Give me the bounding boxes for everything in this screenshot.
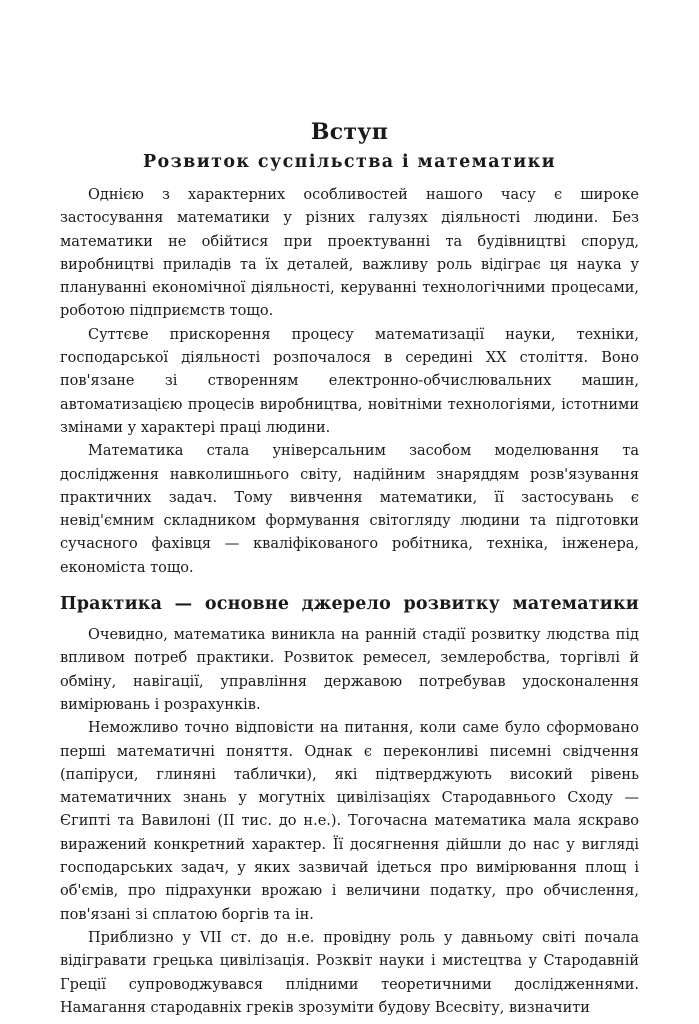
practice-paragraph-1: Очевидно, математика виникла на ранній стадії розвитку людства під впливом потреб практики. Розвиток ремесел, землеробства, торгівлі й обміну, навігації, управління державою потребував удосконалення вимірювань і розрахунків.	[60, 627, 639, 713]
practice-section	[60, 624, 639, 1020]
practice-paragraph-3: Приблизно у VII ст. до н.е. провідну роль у давньому світі почала відігравати грецька цивілізація. Розквіт науки і мистецтва у Стародавній Греції супроводжувався плідними теоретичними дослідженнями. Намагання стародавніх греків зрозуміти будову Всесвіту, визначити	[60, 929, 639, 1016]
chapter-subtitle: Розвиток суспільства і математики	[142, 152, 557, 172]
intro-paragraph-2: Суттєве прискорення процесу математизації науки, техніки, господарської діяльності розпочалося в середині XX століття. Воно пов'язане зі створенням електронно-обчислювальних машин, автоматизацією процесів виробництва, новітніми технологіями, істотними змінами у характері праці людини.	[60, 326, 639, 436]
intro-paragraph-1: Однією з характерних особливостей нашого часу є широке застосування математики у різних галузях діяльності людини. Без математики не обійтися при проектуванні та будівництві споруд, виробництві приладів та їх деталей, важливу роль відіграє ця наука у плануванні економічної діяльності, керуванні технологічними процесами, роботою підприємств тощо.	[60, 187, 639, 320]
practice-paragraph-2: Неможливо точно відповісти на питання, коли саме було сформовано перші математичні поняття. Однак є переконливі писемні свідчення (папіруси, глиняні таблички), які підтверджують високий рівень математичних знань у могутніх цивілізаціях Стародавнього Сходу — Єгипті та Вавилоні (II тис. до н.е.). Тогочасна математика мала яскраво виражений конкретний характер. Її досягнення дійшли до нас у вигляді господарських задач, у яких зазвичай ідеться про вимірювання площ і об'ємів, про підрахунки врожаю і величини податку, про обчислення, пов'язані зі сплатою боргів та ін.	[60, 720, 639, 923]
intro-paragraph-3: Математика стала універсальним засобом моделювання та дослідження навколишнього світу, надійним знаряддям розв'язування практичних задач. Тому вивчення математики, її застосувань є невід'ємним складником формування світогляду людини та підготовки сучасного фахівця — кваліфікованого робітника, техніка, інженера, економіста тощо.	[60, 443, 639, 576]
intro-section	[60, 184, 639, 580]
section-title: Практика — основне джерело розвитку математики	[60, 594, 639, 615]
textbook-page	[60, 118, 639, 1020]
chapter-title: Вступ	[310, 119, 389, 145]
